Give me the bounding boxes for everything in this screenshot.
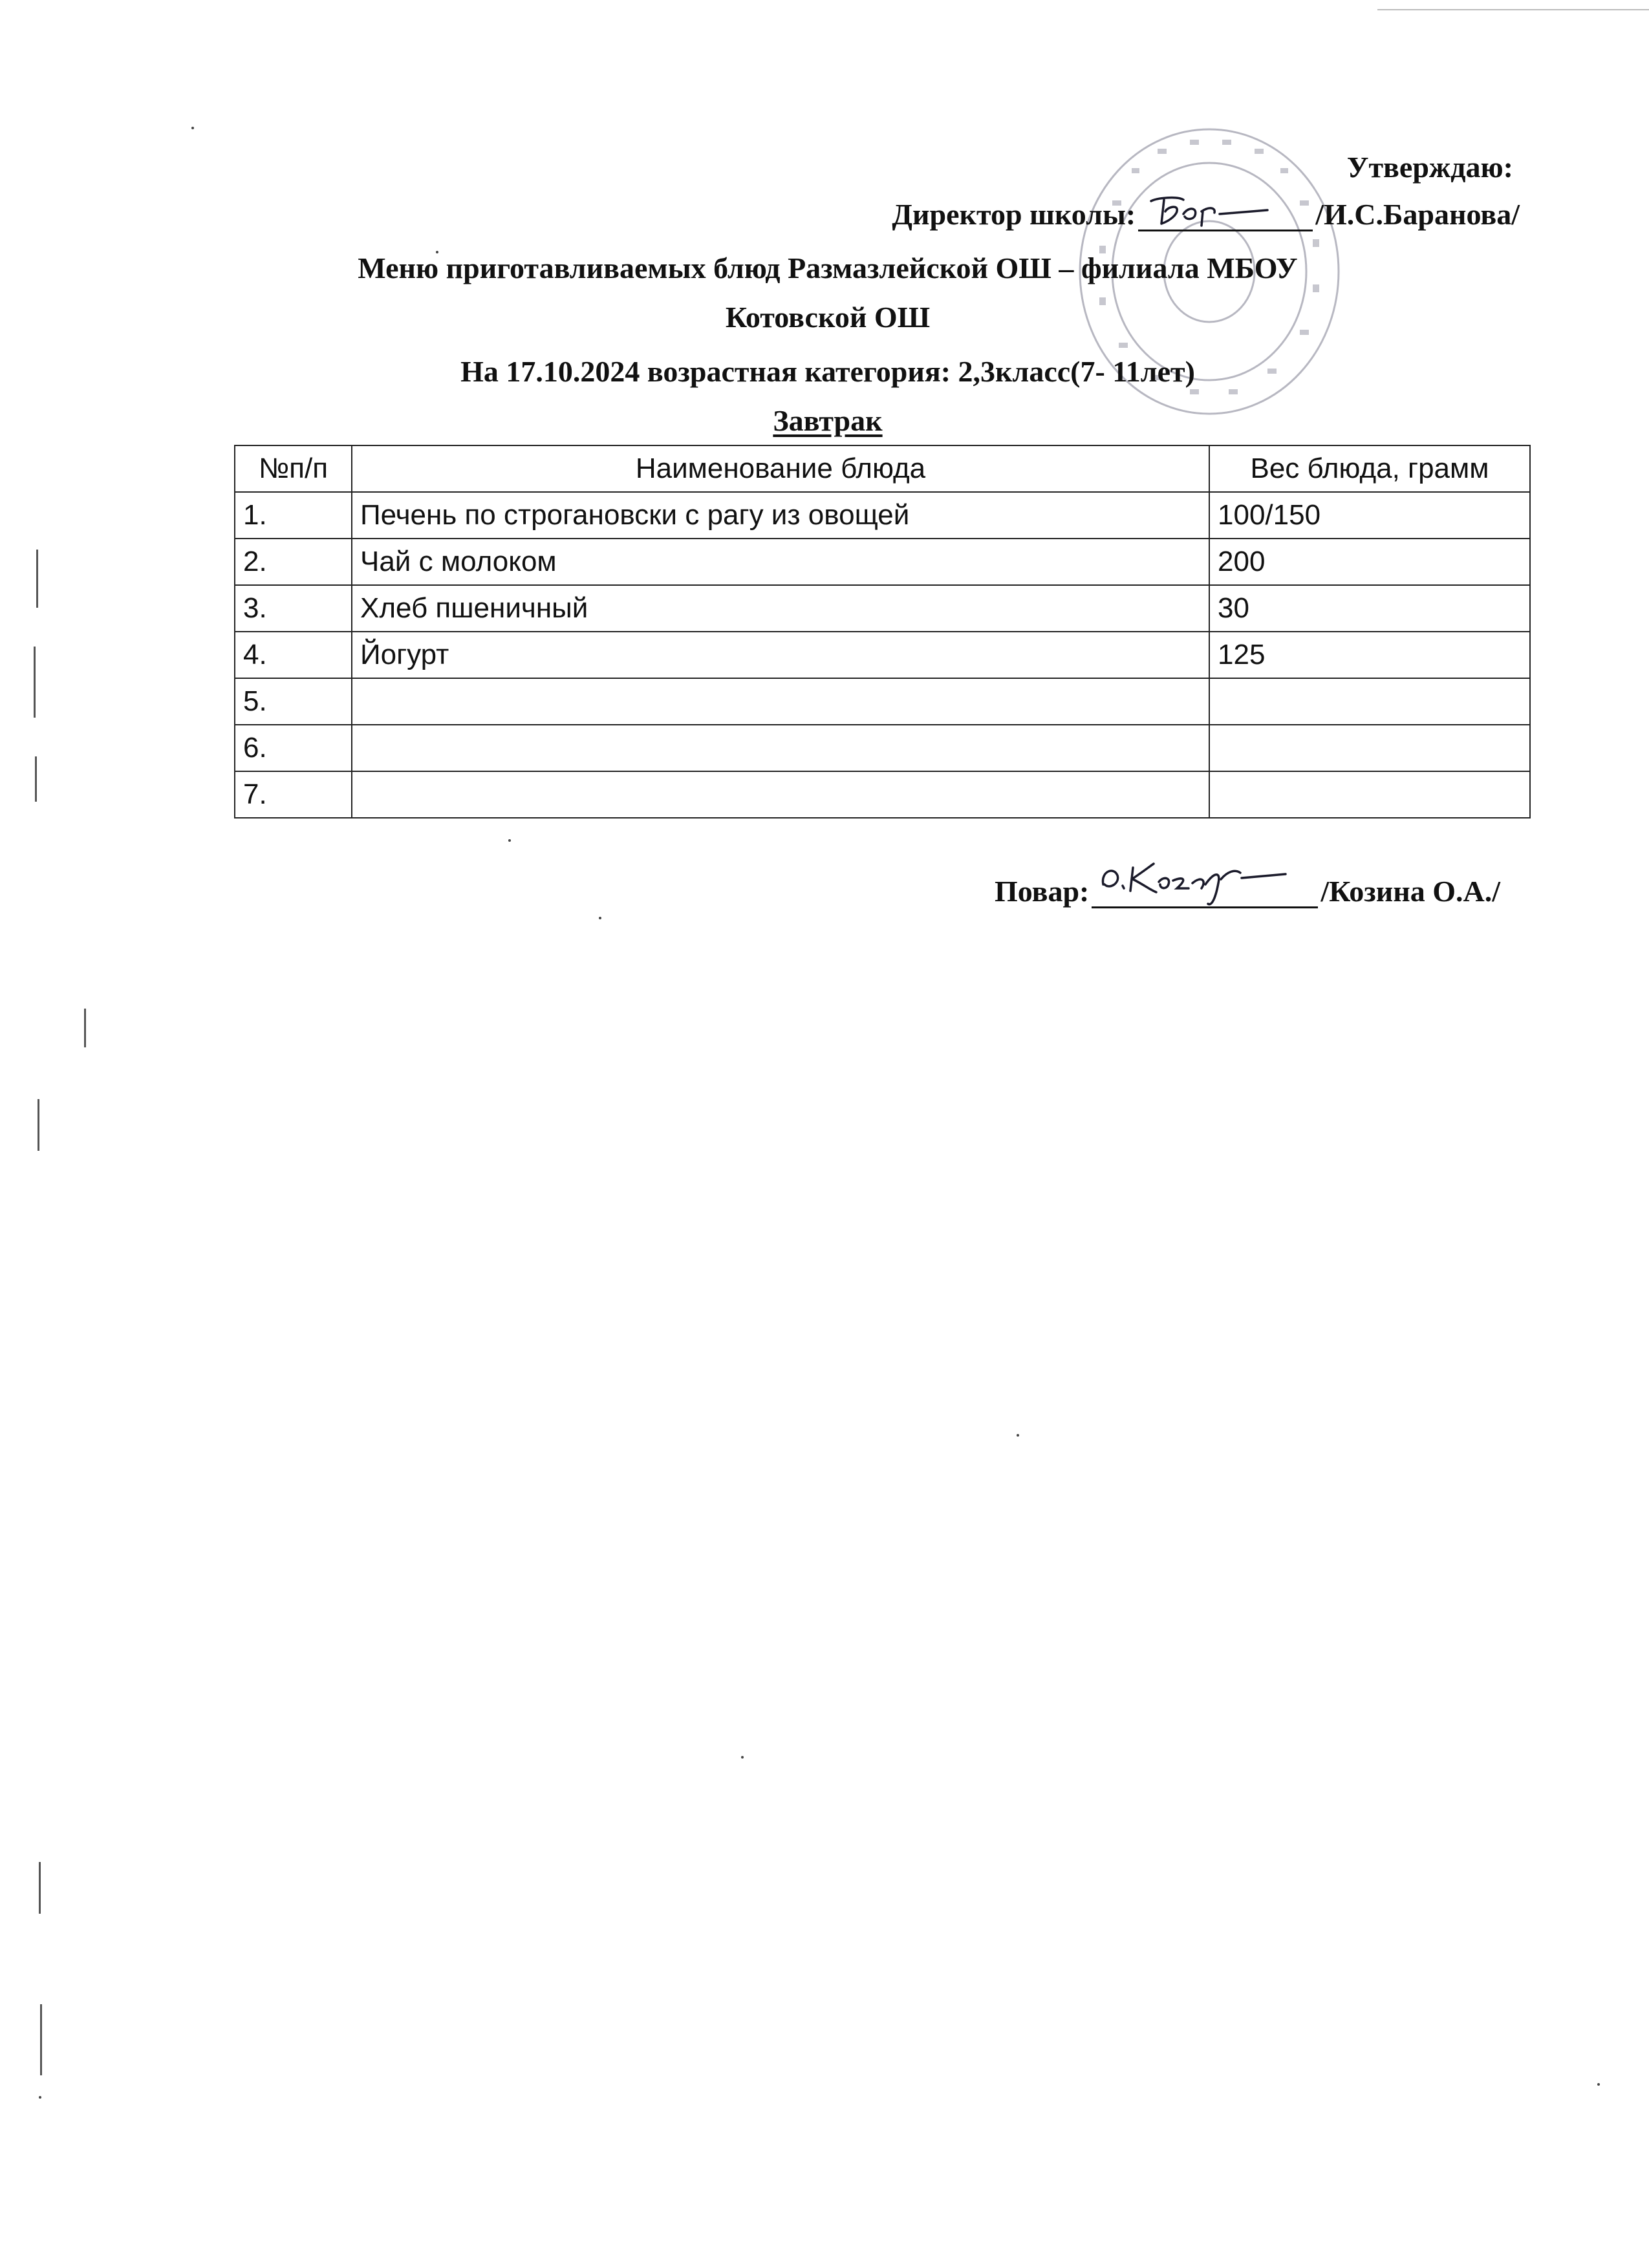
scan-mark [35,756,37,802]
cook-signature-line [995,874,1500,908]
header-dish-name: Наименование блюда [352,445,1209,492]
row-number: 2. [235,539,352,585]
menu-title: Меню приготавливаемых блюд Размазлейской ОШ – филиала МБОУ [358,251,1298,284]
row-number: 7. [235,771,352,818]
dish-weight: 200 [1209,539,1530,585]
director-label: Директор школы: [892,198,1136,231]
dish-weight: 125 [1209,632,1530,678]
scan-dot [599,917,601,919]
row-number: 4. [235,632,352,678]
table-row [235,492,1530,539]
scan-dot [191,127,194,129]
scan-edge-line [1377,9,1649,10]
dish-weight [1209,678,1530,725]
row-number: 5. [235,678,352,725]
table-header-row [235,445,1530,492]
table-row [235,678,1530,725]
director-name: /И.С.Баранова/ [1315,198,1520,231]
scan-mark [84,1009,86,1047]
dish-weight [1209,771,1530,818]
row-number: 3. [235,585,352,632]
scan-dot [1017,1434,1019,1437]
menu-table [234,445,1531,818]
scan-dot [1597,2083,1600,2086]
table-row [235,725,1530,771]
scan-mark [38,1099,39,1151]
row-number: 1. [235,492,352,539]
menu-date-category: На 17.10.2024 возрастная категория: 2,3класс(7- 11лет) [460,355,1195,388]
dish-weight: 100/150 [1209,492,1530,539]
dish-name [352,725,1209,771]
cook-label: Повар: [994,875,1090,908]
director-signature-field [1138,197,1313,231]
meal-heading: Завтрак [773,404,883,437]
scan-mark [40,2004,42,2075]
table-row [235,585,1530,632]
dish-name: Йогурт [352,632,1209,678]
dish-name [352,678,1209,725]
scan-mark [36,550,38,608]
approval-heading: Утверждаю: [1346,151,1513,184]
dish-name: Хлеб пшеничный [352,585,1209,632]
table-row [235,771,1530,818]
dish-name [352,771,1209,818]
dish-name: Чай с молоком [352,539,1209,585]
dish-weight [1209,725,1530,771]
dish-weight: 30 [1209,585,1530,632]
menu-title-school: Котовской ОШ [725,301,931,334]
scan-dot [508,839,511,842]
cook-signature-field [1092,874,1318,908]
header-weight: Вес блюда, грамм [1209,445,1530,492]
scan-dot [39,2096,41,2099]
cook-signature-scribble [1092,852,1318,910]
scan-dot [741,1756,744,1759]
scan-mark [34,647,36,718]
row-number: 6. [235,725,352,771]
dish-name: Печень по строгановски с рагу из овощей [352,492,1209,539]
director-signature-scribble [1138,188,1313,233]
cook-name: /Козина О.А./ [1320,875,1500,908]
table-row [235,539,1530,585]
scan-mark [39,1862,41,1914]
table-row [235,632,1530,678]
header-number: №п/п [235,445,352,492]
director-signature-line [892,197,1520,231]
